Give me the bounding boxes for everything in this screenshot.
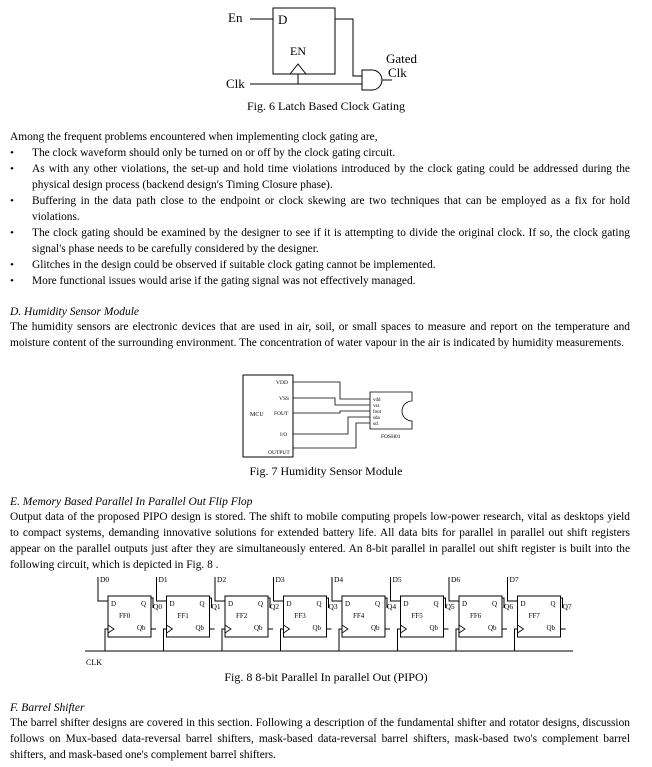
clock-gating-intro: Among the frequent problems encountered when implementing clock gating are, [10,131,378,143]
fig8-q-pin: Q [316,600,322,608]
fig8-clock-triangle [518,625,524,633]
fig6-clock-triangle [290,64,306,74]
section-f-body: The barrel shifter designs are covered in this section. Following a description of the fundamental shifter and rotator designs, discussion follows on Mux-based data-reversal barrel shifters, mask-based data-reversal barrel shifters, mask-based two's complement barrel shifters, and mask-based one's complement barrel shifters. [10,717,630,761]
fig8-d-pin: D [520,600,526,608]
list-item: • Buffering in the data path close to the endpoint or clock skewing are two techniques that can be employed as a fix for hold violations. [10,193,630,225]
fig8-clock-triangle [167,625,173,633]
fig8-input-label: D5 [392,575,402,584]
fig8-d-pin: D [403,600,409,608]
fig7-sensor-pin-scl: scl [373,422,379,427]
list-item: • The clock gating should be examined by the designer to see if it is attempting to divide the original clock. If so, the clock gating signal's phase needs to be carefully considered by the designer. [10,225,630,257]
fig8-q-pin: Q [141,600,147,608]
fig8-flipflop-label: FF1 [177,612,189,620]
fig8-output-label: Q3 [328,602,338,611]
fig8-qb-pin: Qb [371,624,380,632]
list-item: • Glitches in the design could be observed if suitable clock gating cannot be implemented. [10,257,630,273]
fig7-sensor-name: FOSH01 [381,434,401,440]
fig8-qb-pin: Qb [254,624,263,632]
section-e-body: Output data of the proposed PIPO design is stored. The shift to mobile computing propels low-power research, vital as desktops yield to compact systems, demanding innovative solutions for extended battery life. All data bits for parallel in parallel out shift registers appear on the parallel outputs just after they are simultaneously entered. An 8-bit parallel in parallel out shift register is built into the following circuit, which is depicted in Fig. 8 . [10,511,630,571]
fig8-d-pin: D [286,600,292,608]
fig8-qb-pin: Qb [488,624,497,632]
section-f-heading: F. Barrel Shifter [10,702,85,714]
fig7-sensor-pin-fout: fout [373,410,382,415]
fig6-clk-label: Clk [226,76,245,91]
fig8-d-pin: D [345,600,351,608]
fig7-pin-io: I/O [280,432,288,438]
fig7-wire-vdd [293,382,370,399]
fig8-qb-pin: Qb [312,624,322,632]
fig7-wire-scl [293,423,370,448]
list-item: • As with any other violations, the set-up and hold time violations introduced by the clock gating could be addressed during the physical design process (backend design's Timing Closure phase). [10,161,630,193]
list-item: • More functional issues would arise if the gating signal was not effectively managed. [10,273,630,289]
fig8-pipo-diagram [0,573,652,668]
fig6-diagram [0,0,652,100]
fig8-q-pin: Q [433,600,439,608]
fig7-wire-fout [293,411,370,413]
fig8-q-pin: Q [258,600,264,608]
fig7-caption: Fig. 7 Humidity Sensor Module [249,464,403,478]
fig8-q-pin: Q [492,600,498,608]
fig8-flipflop-label: FF3 [294,612,306,620]
fig8-clock-triangle [401,625,407,633]
fig6-d-pin: D [278,12,288,27]
fig7-sensor-pin-sda: sda [373,416,380,421]
fig8-q-pin: Q [375,600,381,608]
fig8-output-label: Q4 [387,602,397,611]
fig7-pin-output: OUTPUT [268,450,290,456]
fig8-d-pin: D [111,600,117,608]
fig6-en-pin: EN [290,44,306,58]
fig8-input-label: D7 [509,575,519,584]
fig7-mcu-label: MCU [250,412,264,418]
fig8-d-pin: D [462,600,468,608]
fig8-input-label: D3 [275,575,285,584]
fig8-clock-triangle [284,625,290,633]
fig6-gated-clk-label: Clk [388,65,407,80]
fig8-q-pin: Q [550,600,556,608]
fig8-flipflop-label: FF7 [528,612,540,620]
fig6-latch-output-wire [335,19,362,76]
fig8-input-label: D6 [451,575,461,584]
fig8-flipflop-label: FF0 [119,612,131,620]
fig8-caption: Fig. 8 8-bit Parallel In parallel Out (PIPO) [224,670,428,684]
fig8-flipflop-label: FF2 [236,612,248,620]
fig8-clock-triangle [342,625,348,633]
fig6-and-gate [362,70,382,90]
fig8-d-pin: D [228,600,234,608]
fig8-q-pin: Q [199,600,205,608]
fig8-output-label: Q0 [153,602,163,611]
fig8-input-label: D2 [217,575,227,584]
fig8-input-label: D4 [334,575,344,584]
fig8-output-label: Q1 [211,602,221,611]
list-item: • The clock waveform should only be turned on or off by the clock gating circuit. [10,145,630,161]
fig8-qb-pin: Qb [546,624,556,632]
fig6-caption: Fig. 6 Latch Based Clock Gating [247,99,405,113]
section-d-heading: D. Humidity Sensor Module [10,306,140,318]
fig8-clock-triangle [459,625,465,633]
fig6-gated-label: Gated [386,51,418,66]
fig8-clock-triangle [108,625,114,633]
fig8-output-label: Q7 [562,602,572,611]
fig8-input-label: D1 [158,575,168,584]
fig8-flipflop-label: FF4 [353,612,365,620]
fig8-d-pin: D [169,600,175,608]
section-d-body: The humidity sensors are electronic devices that are used in air, soil, or small spaces to measure and report on the temperature and moisture content of the surrounding environment. The concentration of water vapour in the air is indicated by humidity measurements. [10,321,630,349]
fig8-clk-label: CLK [86,658,102,667]
fig8-input-label: D0 [100,575,110,584]
fig8-output-label: Q5 [445,602,455,611]
fig7-wire-sda [293,417,370,434]
fig8-qb-pin: Qb [429,624,439,632]
fig7-pin-fout: FOUT [274,411,289,417]
fig8-flipflop-label: FF6 [470,612,482,620]
section-e-heading: E. Memory Based Parallel In Parallel Out Flip Flop [10,496,253,508]
fig7-sensor-pin-vdd: vdd [373,398,381,403]
fig7-pin-vss: VSS [279,396,290,402]
fig8-qb-pin: Qb [137,624,146,632]
fig7-pin-vdd: VDD [276,380,288,386]
fig6-en-label: En [228,10,243,25]
fig8-output-label: Q2 [270,602,280,611]
fig7-sensor-pin-vss: vss [373,404,380,409]
fig8-qb-pin: Qb [195,624,205,632]
fig8-flipflop-label: FF5 [411,612,423,620]
fig8-output-label: Q6 [504,602,514,611]
fig8-clock-triangle [225,625,231,633]
clock-gating-problem-list [10,145,630,289]
fig7-diagram [0,370,652,462]
